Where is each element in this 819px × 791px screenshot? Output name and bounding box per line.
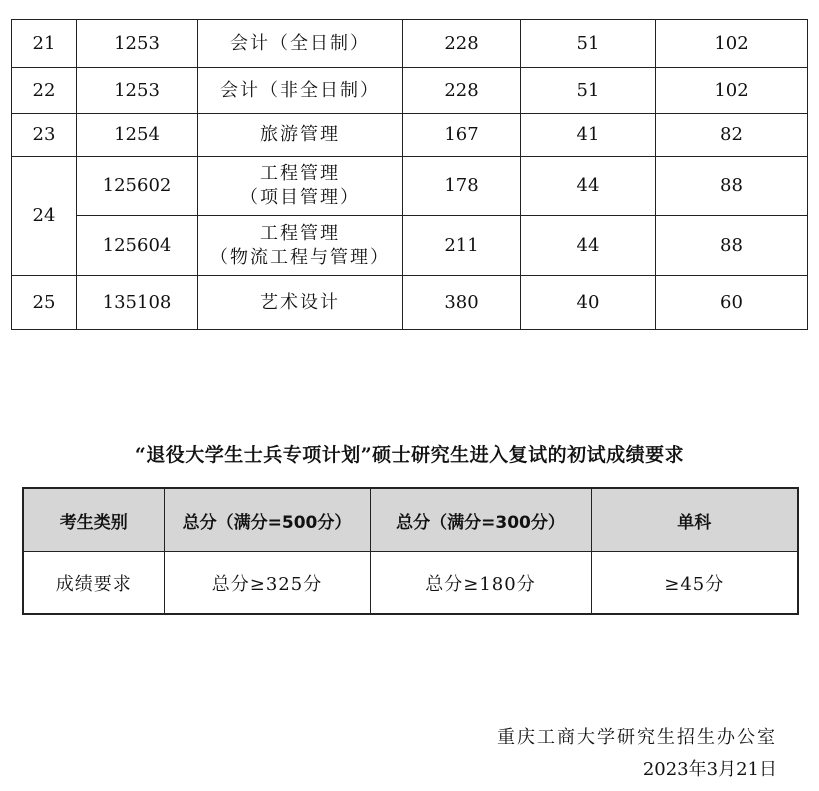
- major-name: [198, 216, 403, 276]
- single-score-100: 44: [521, 216, 656, 276]
- requirement-single: ≥45分: [591, 552, 798, 615]
- single-score-100: 51: [521, 20, 656, 68]
- requirement-row: [23, 552, 798, 615]
- requirement-label: 成绩要求: [23, 552, 164, 615]
- single-score-100: 51: [521, 68, 656, 114]
- major-name: [198, 157, 403, 216]
- row-number: 22: [12, 68, 77, 114]
- row-number: 23: [12, 114, 77, 157]
- major-name-line1: 工程管理: [260, 222, 340, 244]
- requirement-header-row: [23, 488, 798, 552]
- table-row: [12, 216, 808, 276]
- single-score-100: 44: [521, 157, 656, 216]
- major-name-line1: 工程管理: [260, 163, 340, 184]
- major-code: 125602: [77, 157, 198, 216]
- major-code: 135108: [77, 276, 198, 330]
- header-single: 单科: [591, 488, 798, 552]
- requirement-total-300: 总分≥180分: [370, 552, 591, 615]
- major-code: 125604: [77, 216, 198, 276]
- table-row: [12, 157, 808, 216]
- major-code: 1253: [77, 20, 198, 68]
- total-score: 167: [403, 114, 521, 157]
- major-code: 1254: [77, 114, 198, 157]
- header-total-300: 总分（满分=300分）: [370, 488, 591, 552]
- total-score: 228: [403, 20, 521, 68]
- major-name-line2: （物流工程与管理）: [210, 246, 390, 268]
- total-score: 178: [403, 157, 521, 216]
- row-number: 21: [12, 20, 77, 68]
- major-name: 会计（全日制）: [198, 20, 403, 68]
- single-score-150: 82: [656, 114, 808, 157]
- table-row: [12, 276, 808, 330]
- table-row: [12, 114, 808, 157]
- header-total-500: 总分（满分=500分）: [164, 488, 370, 552]
- table-row: [12, 20, 808, 68]
- major-name: 旅游管理: [198, 114, 403, 157]
- requirement-total-500: 总分≥325分: [164, 552, 370, 615]
- major-name: 艺术设计: [198, 276, 403, 330]
- single-score-100: 41: [521, 114, 656, 157]
- single-score-150: 102: [656, 20, 808, 68]
- major-name: 会计（非全日制）: [198, 68, 403, 114]
- admission-score-table: [11, 19, 808, 330]
- header-category: 考生类别: [23, 488, 164, 552]
- total-score: 211: [403, 216, 521, 276]
- total-score: 228: [403, 68, 521, 114]
- major-code: 1253: [77, 68, 198, 114]
- total-score: 380: [403, 276, 521, 330]
- single-score-150: 88: [656, 157, 808, 216]
- single-score-150: 88: [656, 216, 808, 276]
- table-row: [12, 68, 808, 114]
- issue-date: 2023年3月21日: [642, 759, 777, 780]
- row-number: 24: [12, 157, 77, 276]
- section-title: “退役大学生士兵专项计划”硕士研究生进入复试的初试成绩要求: [134, 444, 685, 466]
- major-name-line2: （项目管理）: [240, 187, 360, 208]
- row-number: 25: [12, 276, 77, 330]
- single-score-150: 60: [656, 276, 808, 330]
- single-score-150: 102: [656, 68, 808, 114]
- requirement-table: [22, 487, 799, 615]
- single-score-100: 40: [521, 276, 656, 330]
- issuing-office: 重庆工商大学研究生招生办公室: [497, 727, 777, 748]
